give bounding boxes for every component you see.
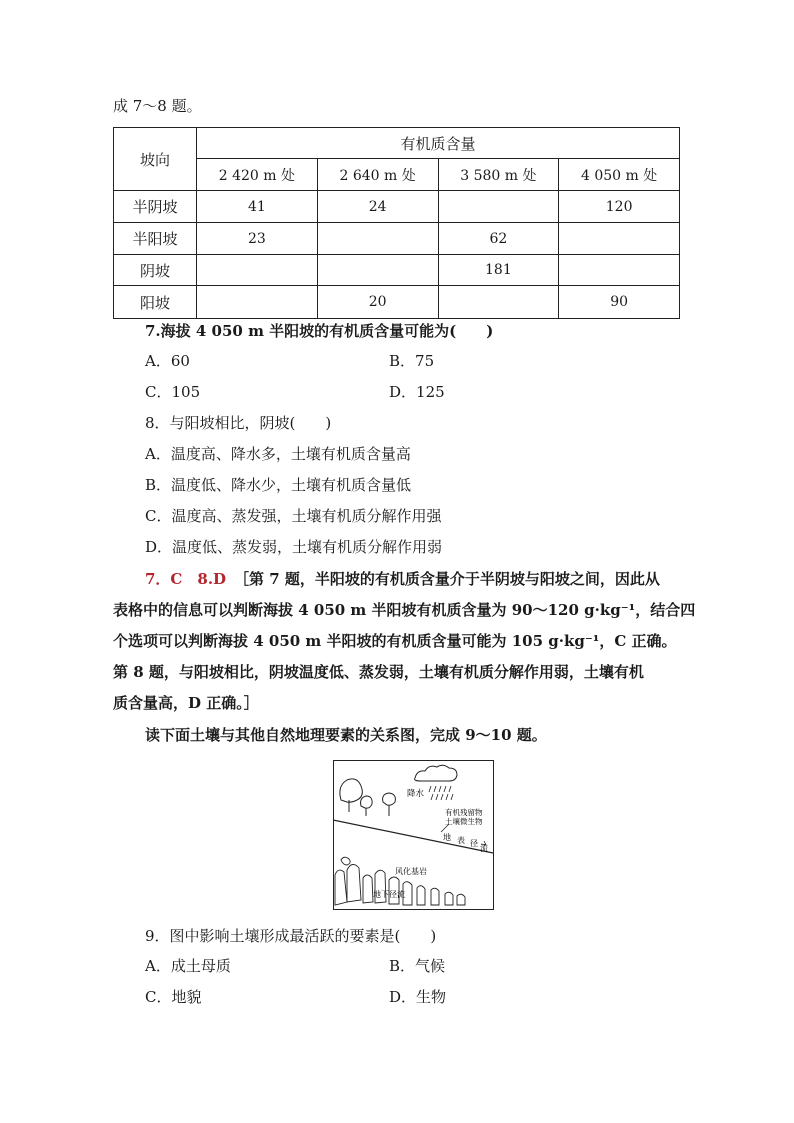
column-header: 2 640 m 处 [317, 159, 438, 191]
figure-label-bedrock: 风化基岩 [395, 867, 427, 876]
answer-label: 7．C 8.D [145, 570, 227, 588]
figure-label-rain: 降水 [407, 789, 425, 799]
soil-relationship-figure [333, 760, 494, 910]
question-9-stem: 9．图中影响土壤形成最活跃的要素是( ) [145, 927, 437, 945]
table-cell [438, 191, 559, 223]
row-label: 阴坡 [114, 255, 197, 286]
table-cell [559, 255, 680, 286]
table-cell [197, 255, 318, 286]
figure-label-runoff-4: 流 [480, 844, 488, 853]
question-9-option-d: D．生物 [389, 988, 447, 1006]
question-7-option-a: A．60 [145, 352, 190, 370]
figure-label-organic-2: 土壤微生物 [445, 817, 483, 826]
figure-label-runoff-2: 表 [457, 836, 465, 845]
question-9-option-c: C．地貌 [145, 988, 202, 1006]
question-7-option-b: B．75 [389, 352, 435, 370]
row-label: 阳坡 [114, 286, 197, 319]
question-8-option-a: A．温度高、降水多，土壤有机质含量高 [145, 445, 411, 463]
table-cell: 120 [559, 191, 680, 223]
row-label: 半阴坡 [114, 191, 197, 223]
question-8-option-b: B．温度低、降水少，土壤有机质含量低 [145, 476, 412, 494]
table-cell: 62 [438, 223, 559, 255]
table-corner-header: 坡向 [114, 128, 197, 191]
table-row [114, 255, 680, 286]
table-cell: 20 [317, 286, 438, 319]
figure-label-runoff-1: 地 [443, 833, 451, 842]
figure-label-groundwater: 地下径流 [373, 890, 405, 899]
intro-text: 成 7～8 题。 [113, 97, 202, 115]
table-row [114, 286, 680, 319]
question-7-option-d: D．125 [389, 383, 445, 401]
answer-line-4: 第 8 题，与阳坡相比，阴坡温度低、蒸发弱，土壤有机质分解作用弱，土壤有机 [113, 663, 644, 681]
figure-label-runoff-3: 径 [470, 839, 478, 848]
answer-line-5: 质含量高，D 正确。］ [113, 694, 259, 712]
question-9-option-b: B．气候 [389, 957, 446, 975]
table-cell [317, 255, 438, 286]
table-cell [197, 286, 318, 319]
table-cell: 90 [559, 286, 680, 319]
column-header: 2 420 m 处 [197, 159, 318, 191]
table-cell [438, 286, 559, 319]
answer-line-2: 表格中的信息可以判断海拔 4 050 m 半阳坡有机质含量为 90～120 g·kg⁻¹，结合四 [113, 601, 696, 619]
column-header: 4 050 m 处 [559, 159, 680, 191]
question-8-option-d: D．温度低、蒸发弱，土壤有机质分解作用弱 [145, 538, 443, 556]
table-cell: 23 [197, 223, 318, 255]
table-row [114, 191, 680, 223]
table-cell: 181 [438, 255, 559, 286]
table-cell: 24 [317, 191, 438, 223]
table-cell: 41 [197, 191, 318, 223]
row-label: 半阳坡 [114, 223, 197, 255]
table-cell [317, 223, 438, 255]
question-7-option-c: C．105 [145, 383, 201, 401]
table-cell [559, 223, 680, 255]
table-row [114, 223, 680, 255]
question-8-option-c: C．温度高、蒸发强，土壤有机质分解作用强 [145, 507, 442, 525]
answer-line-1 [145, 569, 660, 589]
reading-prompt: 读下面土壤与其他自然地理要素的关系图，完成 9～10 题。 [145, 726, 547, 744]
answer-line-3: 个选项可以判断海拔 4 050 m 半阳坡的有机质含量可能为 105 g·kg⁻¹，C 正确。 [113, 632, 677, 650]
answer-text: ［第 7 题，半阳坡的有机质含量介于半阴坡与阳坡之间，因此从 [234, 570, 660, 588]
figure-label-organic-1: 有机残留物 [445, 808, 483, 817]
column-header: 3 580 m 处 [438, 159, 559, 191]
organic-matter-table [113, 127, 680, 319]
question-7-stem: 7.海拔 4 050 m 半阳坡的有机质含量可能为( ) [145, 322, 494, 340]
table-group-header: 有机质含量 [197, 128, 680, 159]
question-8-stem: 8．与阳坡相比，阴坡( ) [145, 414, 332, 432]
question-9-option-a: A．成土母质 [145, 957, 231, 975]
